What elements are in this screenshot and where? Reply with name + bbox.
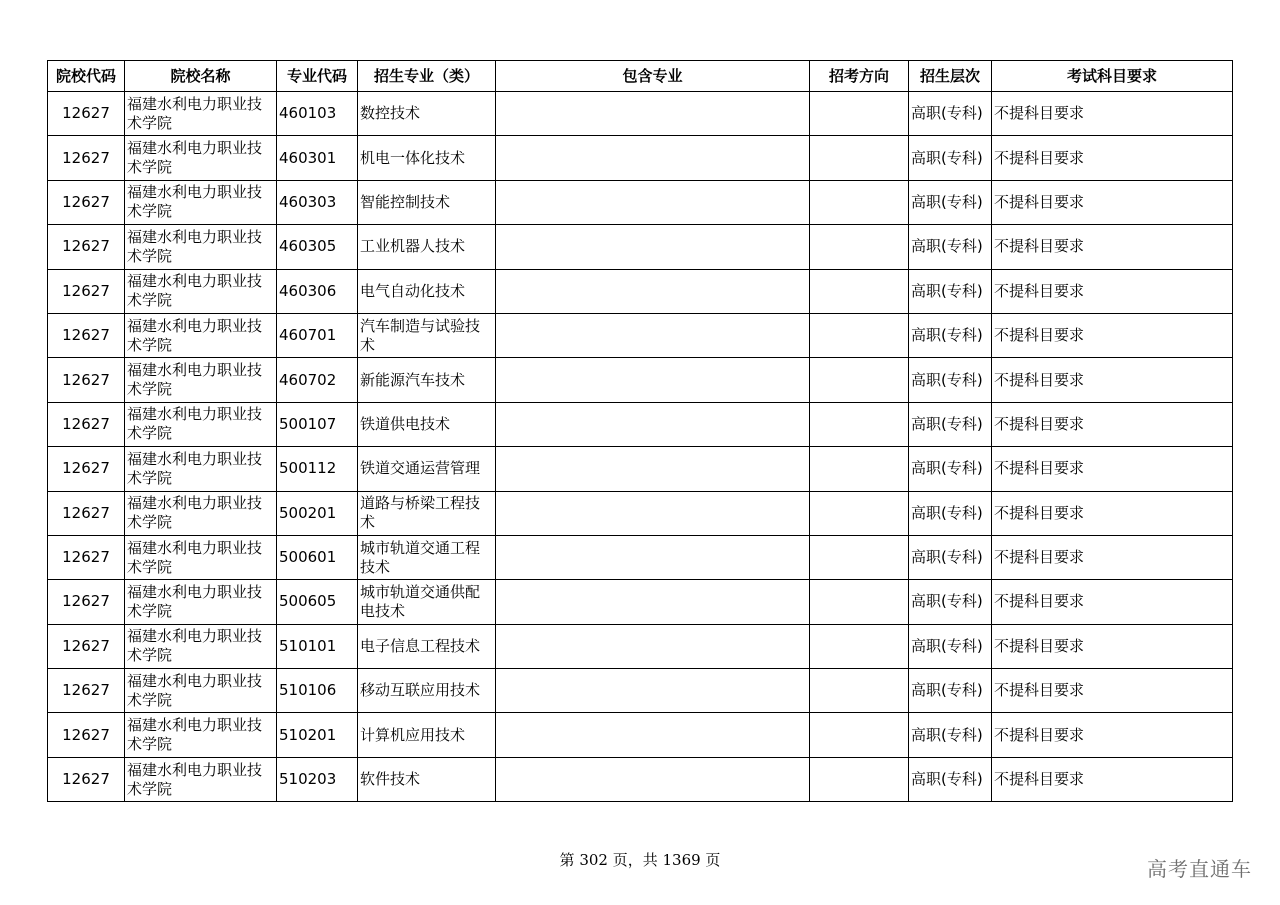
cell-subject-requirement: 不提科目要求 — [992, 447, 1233, 491]
cell-major: 城市轨道交通工程技术 — [358, 535, 496, 579]
table-row — [48, 624, 1233, 668]
cell-school-code: 12627 — [48, 580, 125, 624]
cell-direction — [810, 757, 909, 801]
cell-school-code: 12627 — [48, 669, 125, 713]
cell-level: 高职(专科) — [909, 580, 992, 624]
cell-major: 工业机器人技术 — [358, 225, 496, 269]
cell-school-code: 12627 — [48, 180, 125, 224]
cell-subject-requirement: 不提科目要求 — [992, 136, 1233, 180]
header-major: 招生专业（类） — [358, 61, 496, 92]
header-major-code: 专业代码 — [277, 61, 358, 92]
cell-subject-requirement: 不提科目要求 — [992, 713, 1233, 757]
cell-level: 高职(专科) — [909, 402, 992, 446]
cell-school-code: 12627 — [48, 269, 125, 313]
cell-subject-requirement: 不提科目要求 — [992, 313, 1233, 357]
cell-major: 新能源汽车技术 — [358, 358, 496, 402]
table-row — [48, 269, 1233, 313]
cell-direction — [810, 624, 909, 668]
cell-direction — [810, 358, 909, 402]
cell-school-name: 福建水利电力职业技术学院 — [125, 757, 277, 801]
table-row — [48, 535, 1233, 579]
cell-direction — [810, 402, 909, 446]
cell-major: 铁道交通运营管理 — [358, 447, 496, 491]
cell-subject-requirement: 不提科目要求 — [992, 535, 1233, 579]
cell-major-code: 460701 — [277, 313, 358, 357]
header-school-name: 院校名称 — [125, 61, 277, 92]
cell-subject-requirement: 不提科目要求 — [992, 669, 1233, 713]
table-row — [48, 225, 1233, 269]
cell-major-code: 500107 — [277, 402, 358, 446]
cell-school-name: 福建水利电力职业技术学院 — [125, 402, 277, 446]
cell-major: 汽车制造与试验技术 — [358, 313, 496, 357]
cell-direction — [810, 491, 909, 535]
header-direction: 招考方向 — [810, 61, 909, 92]
table-row — [48, 447, 1233, 491]
cell-included-majors — [496, 269, 810, 313]
cell-level: 高职(专科) — [909, 535, 992, 579]
cell-level: 高职(专科) — [909, 269, 992, 313]
header-row — [48, 61, 1233, 92]
table-row — [48, 92, 1233, 136]
cell-included-majors — [496, 313, 810, 357]
cell-school-name: 福建水利电力职业技术学院 — [125, 713, 277, 757]
cell-level: 高职(专科) — [909, 669, 992, 713]
cell-level: 高职(专科) — [909, 92, 992, 136]
cell-major: 城市轨道交通供配电技术 — [358, 580, 496, 624]
cell-major-code: 510201 — [277, 713, 358, 757]
cell-major: 道路与桥梁工程技术 — [358, 491, 496, 535]
cell-major-code: 510106 — [277, 669, 358, 713]
cell-major-code: 510101 — [277, 624, 358, 668]
table-row — [48, 491, 1233, 535]
cell-major: 软件技术 — [358, 757, 496, 801]
cell-school-code: 12627 — [48, 402, 125, 446]
cell-major: 机电一体化技术 — [358, 136, 496, 180]
table-body — [48, 92, 1233, 802]
cell-major-code: 500601 — [277, 535, 358, 579]
cell-school-code: 12627 — [48, 313, 125, 357]
cell-major-code: 460303 — [277, 180, 358, 224]
cell-subject-requirement: 不提科目要求 — [992, 580, 1233, 624]
admission-table — [47, 60, 1233, 802]
cell-included-majors — [496, 757, 810, 801]
cell-subject-requirement: 不提科目要求 — [992, 92, 1233, 136]
cell-included-majors — [496, 624, 810, 668]
cell-major: 数控技术 — [358, 92, 496, 136]
table-row — [48, 669, 1233, 713]
cell-direction — [810, 180, 909, 224]
cell-school-code: 12627 — [48, 136, 125, 180]
table-row — [48, 358, 1233, 402]
table-row — [48, 757, 1233, 801]
cell-school-name: 福建水利电力职业技术学院 — [125, 180, 277, 224]
cell-subject-requirement: 不提科目要求 — [992, 402, 1233, 446]
page-number: 第 302 页，共 1369 页 — [559, 851, 721, 869]
cell-included-majors — [496, 669, 810, 713]
cell-school-code: 12627 — [48, 491, 125, 535]
cell-included-majors — [496, 580, 810, 624]
cell-major-code: 460103 — [277, 92, 358, 136]
cell-included-majors — [496, 535, 810, 579]
cell-school-name: 福建水利电力职业技术学院 — [125, 669, 277, 713]
cell-level: 高职(专科) — [909, 491, 992, 535]
cell-school-name: 福建水利电力职业技术学院 — [125, 447, 277, 491]
header-included-majors: 包含专业 — [496, 61, 810, 92]
cell-level: 高职(专科) — [909, 358, 992, 402]
watermark: 高考直通车 — [1147, 857, 1252, 881]
cell-school-code: 12627 — [48, 713, 125, 757]
header-level: 招生层次 — [909, 61, 992, 92]
cell-school-name: 福建水利电力职业技术学院 — [125, 136, 277, 180]
cell-school-name: 福建水利电力职业技术学院 — [125, 580, 277, 624]
cell-school-code: 12627 — [48, 92, 125, 136]
cell-school-code: 12627 — [48, 624, 125, 668]
cell-school-code: 12627 — [48, 757, 125, 801]
cell-level: 高职(专科) — [909, 713, 992, 757]
cell-major: 智能控制技术 — [358, 180, 496, 224]
cell-major-code: 500605 — [277, 580, 358, 624]
cell-major: 移动互联应用技术 — [358, 669, 496, 713]
cell-school-code: 12627 — [48, 225, 125, 269]
cell-school-name: 福建水利电力职业技术学院 — [125, 535, 277, 579]
cell-level: 高职(专科) — [909, 180, 992, 224]
cell-major: 铁道供电技术 — [358, 402, 496, 446]
cell-major-code: 500201 — [277, 491, 358, 535]
cell-level: 高职(专科) — [909, 624, 992, 668]
table-row — [48, 580, 1233, 624]
cell-direction — [810, 535, 909, 579]
cell-school-name: 福建水利电力职业技术学院 — [125, 624, 277, 668]
cell-major: 电子信息工程技术 — [358, 624, 496, 668]
cell-included-majors — [496, 358, 810, 402]
table-row — [48, 313, 1233, 357]
cell-major-code: 500112 — [277, 447, 358, 491]
cell-direction — [810, 713, 909, 757]
cell-included-majors — [496, 136, 810, 180]
table-row — [48, 136, 1233, 180]
cell-school-code: 12627 — [48, 535, 125, 579]
cell-school-code: 12627 — [48, 447, 125, 491]
cell-included-majors — [496, 402, 810, 446]
header-subject-requirement: 考试科目要求 — [992, 61, 1233, 92]
cell-direction — [810, 92, 909, 136]
cell-direction — [810, 447, 909, 491]
cell-major-code: 460305 — [277, 225, 358, 269]
cell-subject-requirement: 不提科目要求 — [992, 180, 1233, 224]
cell-major-code: 460702 — [277, 358, 358, 402]
table-row — [48, 713, 1233, 757]
cell-school-name: 福建水利电力职业技术学院 — [125, 358, 277, 402]
cell-subject-requirement: 不提科目要求 — [992, 225, 1233, 269]
cell-school-name: 福建水利电力职业技术学院 — [125, 491, 277, 535]
cell-level: 高职(专科) — [909, 225, 992, 269]
cell-major-code: 460301 — [277, 136, 358, 180]
cell-major: 电气自动化技术 — [358, 269, 496, 313]
header-school-code: 院校代码 — [48, 61, 125, 92]
cell-subject-requirement: 不提科目要求 — [992, 269, 1233, 313]
cell-direction — [810, 669, 909, 713]
cell-level: 高职(专科) — [909, 447, 992, 491]
cell-included-majors — [496, 225, 810, 269]
cell-direction — [810, 269, 909, 313]
table-header — [48, 61, 1233, 92]
cell-school-code: 12627 — [48, 358, 125, 402]
cell-level: 高职(专科) — [909, 313, 992, 357]
cell-subject-requirement: 不提科目要求 — [992, 358, 1233, 402]
cell-major: 计算机应用技术 — [358, 713, 496, 757]
cell-subject-requirement: 不提科目要求 — [992, 491, 1233, 535]
cell-school-name: 福建水利电力职业技术学院 — [125, 269, 277, 313]
cell-included-majors — [496, 447, 810, 491]
cell-school-name: 福建水利电力职业技术学院 — [125, 225, 277, 269]
table-row — [48, 402, 1233, 446]
cell-direction — [810, 580, 909, 624]
cell-school-name: 福建水利电力职业技术学院 — [125, 313, 277, 357]
cell-included-majors — [496, 92, 810, 136]
cell-direction — [810, 136, 909, 180]
cell-level: 高职(专科) — [909, 757, 992, 801]
cell-subject-requirement: 不提科目要求 — [992, 624, 1233, 668]
cell-school-name: 福建水利电力职业技术学院 — [125, 92, 277, 136]
cell-subject-requirement: 不提科目要求 — [992, 757, 1233, 801]
cell-included-majors — [496, 713, 810, 757]
cell-level: 高职(专科) — [909, 136, 992, 180]
cell-major-code: 510203 — [277, 757, 358, 801]
cell-direction — [810, 225, 909, 269]
cell-direction — [810, 313, 909, 357]
table-row — [48, 180, 1233, 224]
cell-included-majors — [496, 491, 810, 535]
cell-major-code: 460306 — [277, 269, 358, 313]
cell-included-majors — [496, 180, 810, 224]
